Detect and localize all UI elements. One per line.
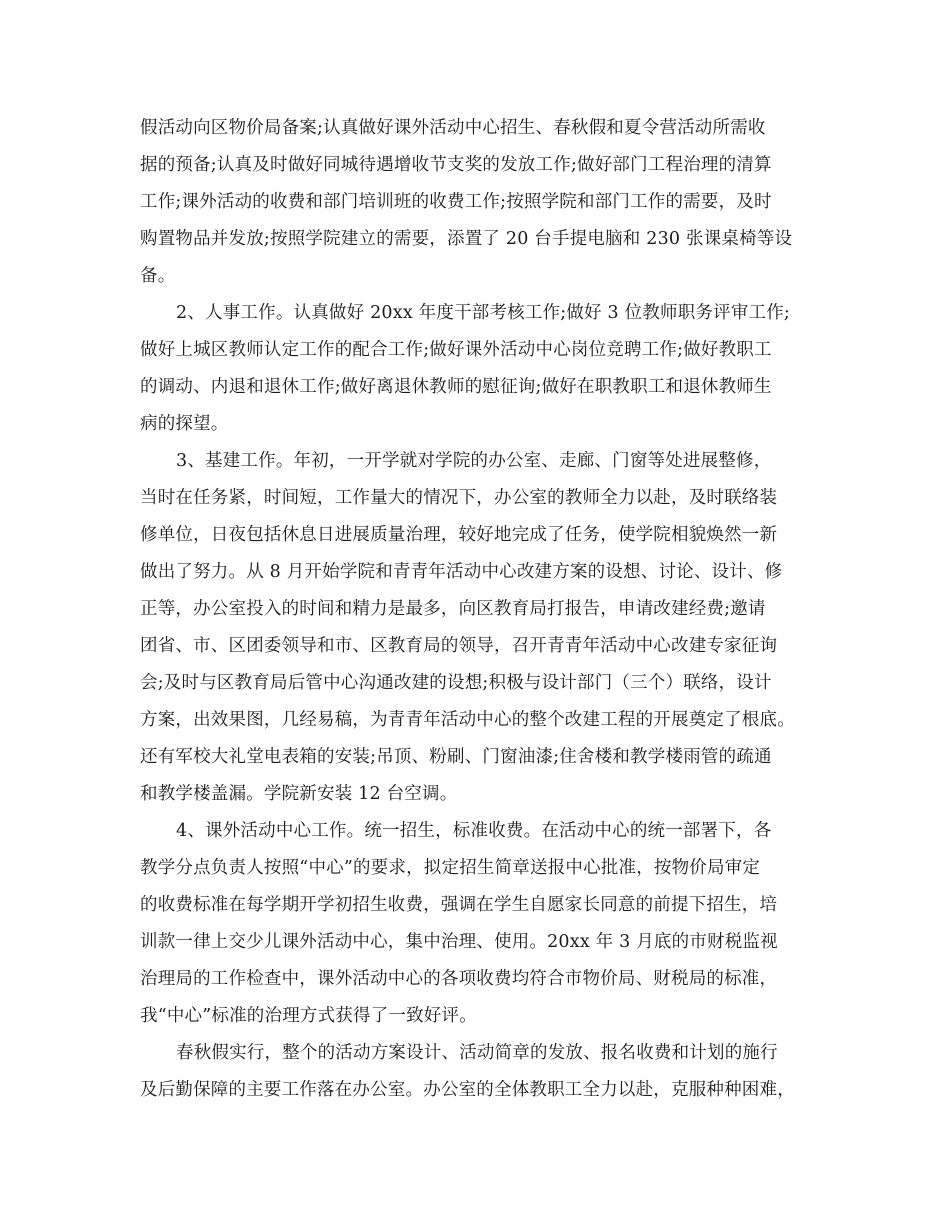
text-line: 备。 bbox=[140, 266, 176, 286]
text-line: 教学分点负责人按照“中心”的要求，拟定招生简章送报中心批准，按物价局审定 bbox=[140, 858, 761, 878]
text-line: 我“中心”标准的治理方式获得了一致好评。 bbox=[140, 1006, 477, 1026]
text-line: 假活动向区物价局备案;认真做好课外活动中心招生、春秋假和夏令营活动所需收 bbox=[140, 118, 766, 138]
text-line: 治理局的工作检查中，课外活动中心的各项收费均符合市物价局、财税局的标准， bbox=[140, 969, 778, 989]
text-line: 和教学楼盖漏。学院新安装 12 台空调。 bbox=[140, 784, 458, 804]
text-line: 工作;课外活动的收费和部门培训班的收费工作;按照学院和部门工作的需要，及时 bbox=[140, 192, 772, 212]
text-line: 2、人事工作。认真做好 20xx 年度干部考核工作;做好 3 位教师职务评审工作; bbox=[176, 303, 791, 323]
text-line: 团省、市、区团委领导和市、区教育局的领导，召开青青年活动中心改建专家征询 bbox=[140, 636, 778, 656]
text-line: 正等，办公室投入的时间和精力是最多，向区教育局打报告，申请改建经费;邀请 bbox=[140, 599, 766, 619]
text-line: 还有军校大礼堂电表箱的安装;吊顶、粉刷、门窗油漆;住舍楼和教学楼雨管的疏通 bbox=[140, 747, 772, 767]
text-line: 据的预备;认真及时做好同城待遇增收节支奖的发放工作;做好部门工程治理的清算 bbox=[140, 155, 772, 175]
text-line: 春秋假实行，整个的活动方案设计、活动简章的发放、报名收费和计划的施行 bbox=[176, 1043, 778, 1063]
text-line: 的调动、内退和退休工作;做好离退休教师的慰征询;做好在职教职工和退休教师生 bbox=[140, 377, 772, 397]
text-line: 当时在任务紧，时间短，工作量大的情况下，办公室的教师全力以赴，及时联络装 bbox=[140, 488, 778, 508]
text-line: 病的探望。 bbox=[140, 414, 229, 434]
text-line: 方案，出效果图，几经易稿，为青青年活动中心的整个改建工程的开展奠定了根底。 bbox=[140, 710, 795, 730]
document-body bbox=[140, 110, 830, 1109]
text-line: 会;及时与区教育局后管中心沟通改建的设想;积极与设计部门（三个）联络，设计 bbox=[140, 673, 772, 693]
text-line: 及后勤保障的主要工作落在办公室。办公室的全体教职工全力以赴，克服种种困难， bbox=[140, 1080, 795, 1100]
text-line: 修单位，日夜包括休息日进展质量治理，较好地完成了任务，使学院相貌焕然一新 bbox=[140, 525, 778, 545]
text-line: 4、课外活动中心工作。统一招生，标准收费。在活动中心的统一部署下，各 bbox=[176, 821, 772, 841]
text-line: 的收费标准在每学期开学初招生收费，强调在学生自愿家长同意的前提下招生，培 bbox=[140, 895, 778, 915]
text-line: 训款一律上交少儿课外活动中心，集中治理、使用。20xx 年 3 月底的市财税监视 bbox=[140, 932, 778, 952]
text-line: 做好上城区教师认定工作的配合工作;做好课外活动中心岗位竞聘工作;做好教职工 bbox=[140, 340, 772, 360]
text-line: 购置物品并发放;按照学院建立的需要，添置了 20 台手提电脑和 230 张课桌椅等设 bbox=[140, 229, 793, 249]
text-line: 做出了努力。从 8 月开始学院和青青年活动中心改建方案的设想、讨论、设计、修 bbox=[140, 562, 783, 582]
text-line: 3、基建工作。年初，一开学就对学院的办公室、走廊、门窗等处进展整修， bbox=[176, 451, 772, 471]
